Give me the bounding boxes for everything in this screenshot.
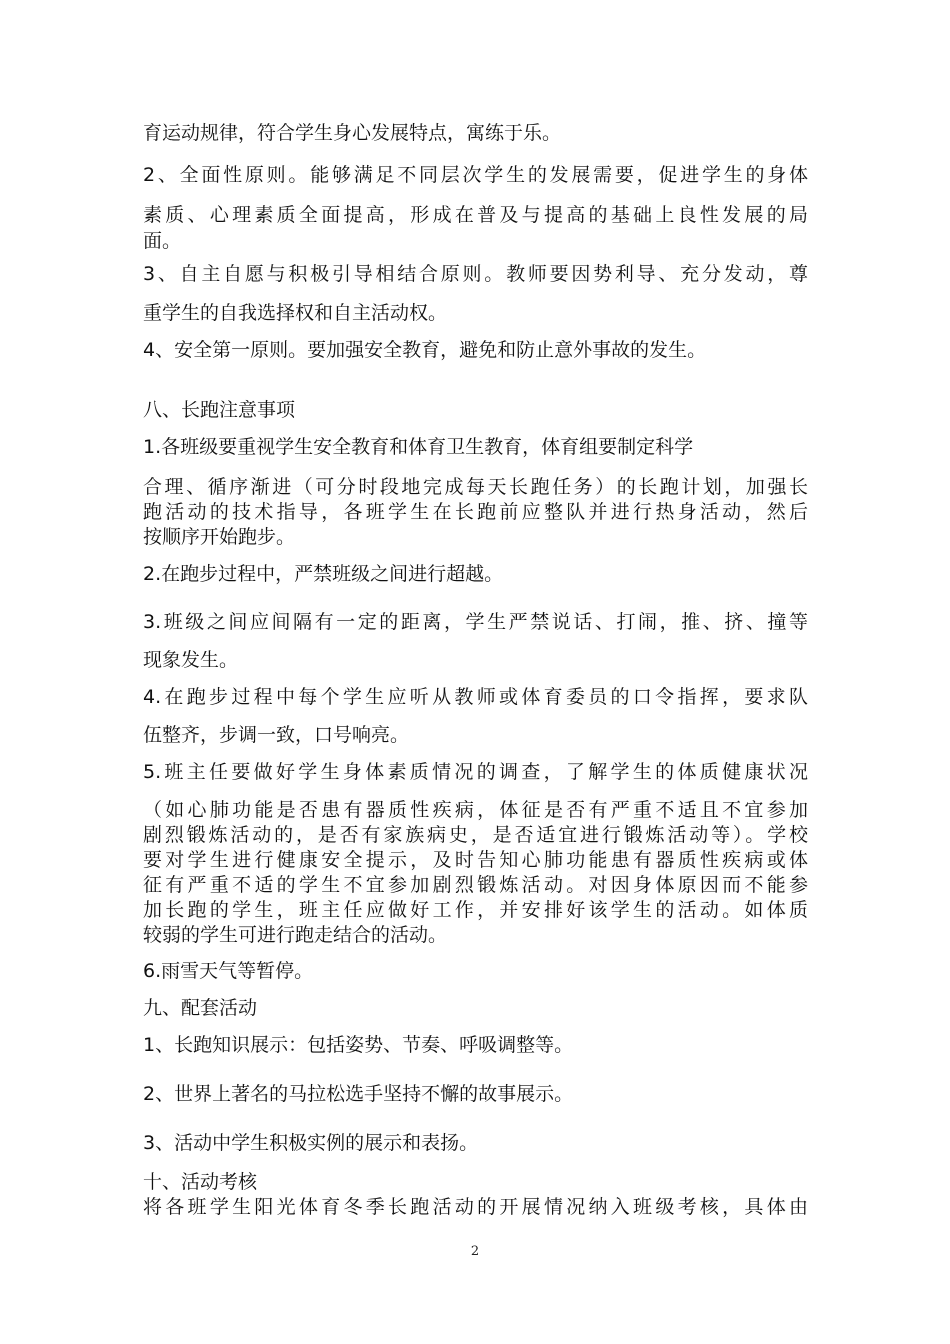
text-line: 5.班主任要做好学生身体素质情况的调查，了解学生的体质健康状况: [143, 761, 808, 783]
text-line: 重学生的自我选择权和自主活动权。: [143, 302, 448, 324]
text-line: 3.班级之间应间隔有一定的距离，学生严禁说话、打闹，推、挤、撞等: [143, 611, 808, 633]
page-number: 2: [470, 1244, 480, 1259]
text-line: 素质、心理素质全面提高，形成在普及与提高的基础上良性发展的局: [143, 204, 808, 226]
text-line: 4、安全第一原则。要加强安全教育，避免和防止意外事故的发生。: [143, 339, 707, 361]
text-line: 现象发生。: [143, 649, 239, 671]
text-line: 要对学生进行健康安全提示，及时告知心肺功能患有器质性疾病或体: [143, 849, 808, 871]
text-line: 3、活动中学生积极实例的展示和表扬。: [143, 1132, 479, 1154]
text-line: 2、世界上著名的马拉松选手坚持不懈的故事展示。: [143, 1083, 574, 1105]
section-heading: 八、长跑注意事项: [143, 399, 296, 421]
text-line: 将各班学生阳光体育冬季长跑活动的开展情况纳入班级考核，具体由: [143, 1196, 808, 1218]
text-line: 1.各班级要重视学生安全教育和体育卫生教育，体育组要制定科学: [143, 436, 694, 458]
text-line: 合理、循序渐进（可分时段地完成每天长跑任务）的长跑计划，加强长: [143, 476, 808, 498]
text-line: 2.在跑步过程中，严禁班级之间进行超越。: [143, 563, 504, 585]
text-line: 6.雨雪天气等暂停。: [143, 960, 314, 982]
text-line: 加长跑的学生，班主任应做好工作，并安排好该学生的活动。如体质: [143, 899, 808, 921]
text-line: 育运动规律，符合学生身心发展特点，寓练于乐。: [143, 122, 562, 144]
section-heading: 九、配套活动: [143, 997, 258, 1019]
text-line: 面。: [143, 230, 182, 252]
text-line: 征有严重不适的学生不宜参加剧烈锻炼活动。对因身体原因而不能参: [143, 874, 808, 896]
text-line: 2、全面性原则。能够满足不同层次学生的发展需要，促进学生的身体: [143, 164, 808, 186]
text-line: 按顺序开始跑步。: [143, 526, 296, 548]
section-heading: 十、活动考核: [143, 1171, 258, 1193]
text-line: 跑活动的技术指导，各班学生在长跑前应整队并进行热身活动，然后: [143, 501, 808, 523]
text-line: 剧烈锻炼活动的，是否有家族病史，是否适宜进行锻炼活动等）。学校: [143, 824, 808, 846]
text-line: 较弱的学生可进行跑走结合的活动。: [143, 924, 448, 946]
text-line: 伍整齐，步调一致，口号响亮。: [143, 724, 410, 746]
text-line: （如心肺功能是否患有器质性疾病，体征是否有严重不适且不宜参加: [143, 799, 808, 821]
text-line: 1、长跑知识展示：包括姿势、节奏、呼吸调整等。: [143, 1034, 574, 1056]
text-line: 3、自主自愿与积极引导相结合原则。教师要因势利导、充分发动，尊: [143, 263, 808, 285]
text-line: 4.在跑步过程中每个学生应听从教师或体育委员的口令指挥，要求队: [143, 686, 808, 708]
